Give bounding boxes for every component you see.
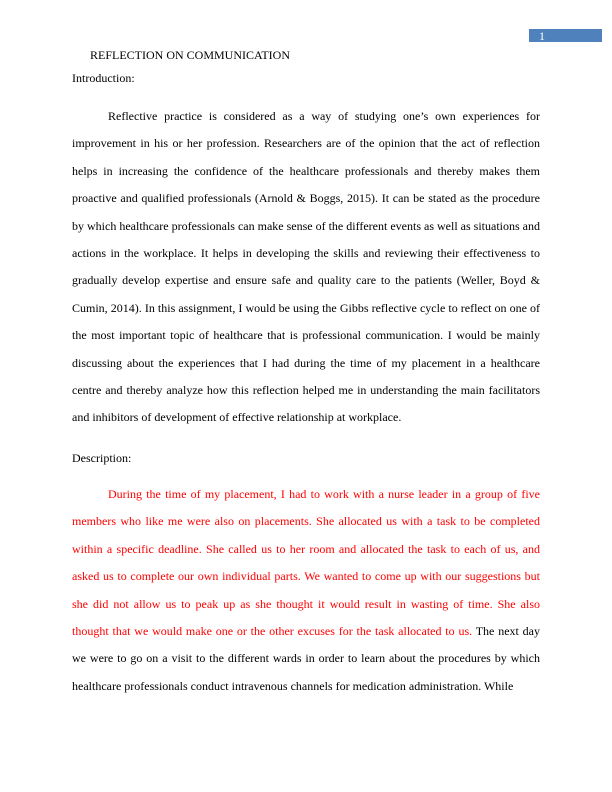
document-title: REFLECTION ON COMMUNICATION <box>90 48 290 62</box>
page-number: 1 <box>539 29 545 43</box>
description-paragraph <box>72 481 540 700</box>
introduction-paragraph: Reflective practice is considered as a way of studying one’s own experiences for improvement in his or her profession. Researchers are of the opinion that the act of reflection helps in increasing the confidence of the healthcare professionals and thereby makes them proactive and qualified professionals (Arnold & Boggs, 2015). It can be stated as the procedure by which healthcare professionals can make sense of the different events as well as situations and actions in the workplace. It helps in developing the skills and reviewing their effectiveness to gradually develop expertise and ensure safe and quality care to the patients (Weller, Boyd & Cumin, 2014). In this assignment, I would be using the Gibbs reflective cycle to reflect on one of the most important topic of healthcare that is professional communication. I would be mainly discussing about the experiences that I had during the time of my placement in a healthcare centre and thereby analyze how this reflection helped me in understanding the main facilitators and inhibitors of development of effective relationship at workplace. <box>72 109 540 425</box>
description-heading: Description: <box>72 451 132 465</box>
introduction-heading: Introduction: <box>72 71 135 85</box>
highlighted-text: During the time of my placement, I had to work with a nurse leader in a group of five members who like me were also on placements. She allocated us with a task to be completed within a specific deadline. She called us to her room and allocated the task to each of us, and asked us to complete our own individual parts. We wanted to come up with our suggestions but she did not allow us to peak up as she thought it would result in wasting of time. She also thought that we would make one or the other excuses for the task allocated to us. <box>72 487 540 639</box>
normal-text: The next day we were to go on a visit to the different wards in order to learn about the procedures by which healthcare professionals conduct intravenous channels for medication administration. While <box>72 624 540 693</box>
